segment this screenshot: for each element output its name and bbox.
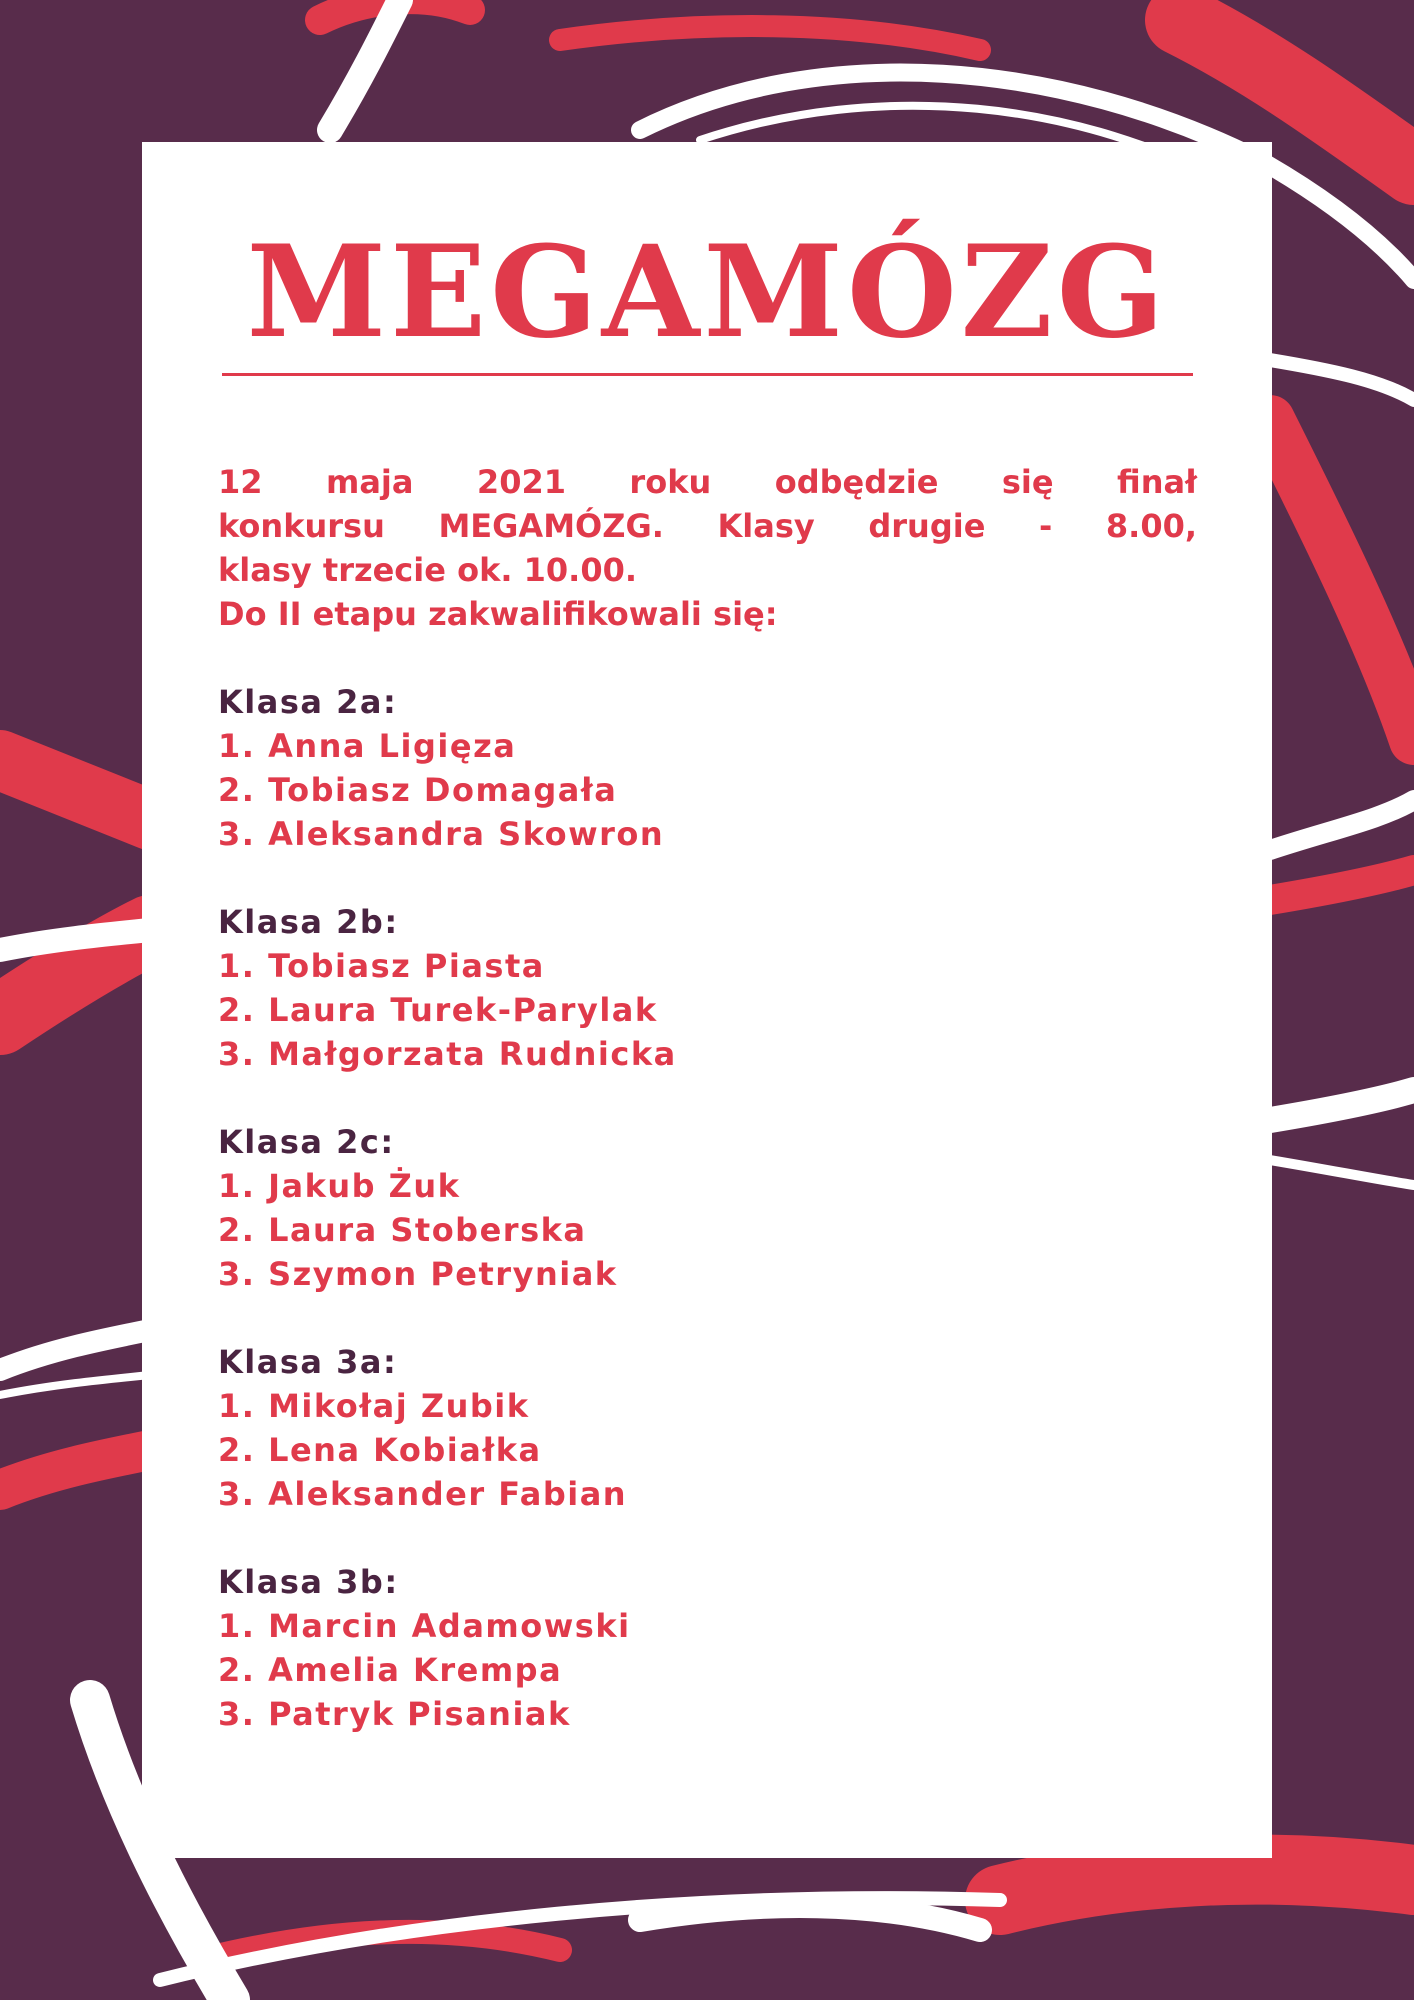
list-item: 1. Jakub Żuk: [218, 1167, 461, 1205]
announcement-card: [142, 142, 1272, 1858]
white-brush-right-1: [1270, 360, 1414, 400]
white-brush-left-2: [0, 1330, 150, 1370]
list-item: 1. Marcin Adamowski: [218, 1607, 631, 1645]
class-group-2a: [218, 680, 1197, 856]
list-item: 2. Laura Turek-Parylak: [218, 991, 658, 1029]
class-groups: [218, 680, 1197, 1736]
group-label: Klasa 2b:: [218, 903, 399, 941]
white-brush-left-3: [0, 1375, 150, 1395]
group-label: Klasa 3b:: [218, 1563, 399, 1601]
list-item: 2. Tobiasz Domagała: [218, 771, 618, 809]
list-item: 3. Aleksander Fabian: [218, 1475, 628, 1513]
list-item: 2. Amelia Krempa: [218, 1651, 563, 1689]
red-brush-bottom-right: [1000, 1870, 1414, 1900]
red-brush-right-mid: [1270, 420, 1414, 740]
class-group-2c: [218, 1120, 1197, 1296]
list-item: 2. Lena Kobiałka: [218, 1431, 542, 1469]
red-brush-right-band: [1270, 870, 1414, 900]
class-group-3b: [218, 1560, 1197, 1736]
intro-line-3: klasy trzecie ok. 10.00.: [218, 551, 638, 589]
white-brush-right-2: [1270, 800, 1414, 850]
white-brush-right-3: [1270, 1090, 1414, 1120]
intro-line-2: konkursu MEGAMÓZG. Klasy drugie - 8.00,: [218, 507, 1197, 545]
intro-line-4: Do II etapu zakwalifikowali się:: [218, 595, 778, 633]
list-item: 1. Mikołaj Zubik: [218, 1387, 530, 1425]
list-item: 3. Małgorzata Rudnicka: [218, 1035, 677, 1073]
intro-paragraph: [218, 460, 1197, 636]
white-brush-right-4: [1270, 1160, 1414, 1185]
white-brush-bottom-right: [640, 1906, 980, 1930]
list-item: 3. Patryk Pisaniak: [218, 1695, 571, 1733]
poster-title: MEGAMÓZG: [246, 218, 1169, 366]
red-brush-left-mid: [0, 760, 150, 820]
list-item: 1. Anna Ligięza: [218, 727, 517, 765]
red-brush-left-bottom: [0, 1450, 150, 1490]
class-group-3a: [218, 1340, 1197, 1516]
list-item: 3. Aleksandra Skowron: [218, 815, 665, 853]
title-divider: [222, 373, 1193, 376]
list-item: 1. Tobiasz Piasta: [218, 947, 545, 985]
group-label: Klasa 2c:: [218, 1123, 395, 1161]
class-group-2b: [218, 900, 1197, 1076]
group-label: Klasa 2a:: [218, 683, 398, 721]
list-item: 3. Szymon Petryniak: [218, 1255, 618, 1293]
group-label: Klasa 3a:: [218, 1343, 398, 1381]
list-item: 2. Laura Stoberska: [218, 1211, 587, 1249]
intro-line-1: 12 maja 2021 roku odbędzie się finał: [218, 463, 1197, 501]
red-brush-top-center: [560, 26, 980, 50]
